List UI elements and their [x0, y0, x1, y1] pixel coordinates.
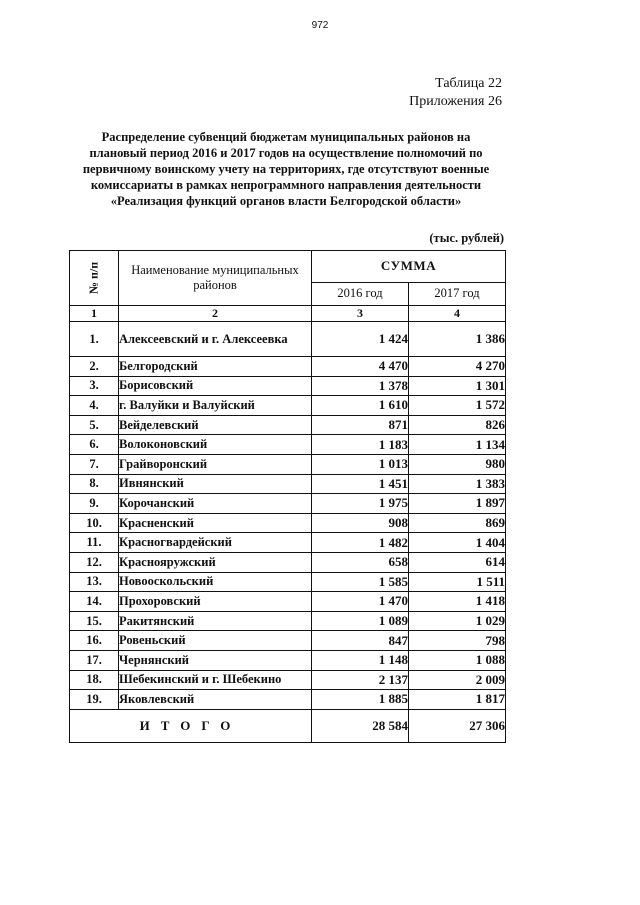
district-name: Яковлевский [119, 690, 312, 710]
district-name: Шебекинский и г. Шебекино [119, 670, 312, 690]
amount-2017: 1 572 [409, 396, 506, 416]
row-number: 19. [70, 690, 119, 710]
amount-2017: 1 301 [409, 376, 506, 396]
table-row [70, 533, 506, 553]
amount-2017: 1 088 [409, 650, 506, 670]
district-name: Ровеньский [119, 631, 312, 651]
amount-2016: 908 [312, 513, 409, 533]
units-label: (тыс. рублей) [429, 231, 504, 245]
table-reference [409, 75, 502, 111]
table-row [70, 322, 506, 357]
row-number: 9. [70, 494, 119, 514]
district-name: Белгородский [119, 357, 312, 377]
amount-2016: 1 424 [312, 322, 409, 357]
amount-2016: 871 [312, 415, 409, 435]
amount-2016: 4 470 [312, 357, 409, 377]
row-number: 10. [70, 513, 119, 533]
district-name: г. Валуйки и Валуйский [119, 396, 312, 416]
amount-2016: 1 482 [312, 533, 409, 553]
header-year-2016: 2016 год [312, 282, 409, 305]
header-name-line1: Наименование муниципальных [131, 263, 299, 277]
amount-2017: 1 418 [409, 592, 506, 612]
amount-2016: 1 378 [312, 376, 409, 396]
amount-2017: 1 511 [409, 572, 506, 592]
row-number: 4. [70, 396, 119, 416]
row-number: 8. [70, 474, 119, 494]
total-label: ИТОГО [70, 709, 312, 742]
header-year-2017: 2017 год [409, 282, 506, 305]
amount-2017: 4 270 [409, 357, 506, 377]
table-row [70, 396, 506, 416]
row-number: 5. [70, 415, 119, 435]
table-row [70, 494, 506, 514]
amount-2017: 614 [409, 552, 506, 572]
amount-2017: 869 [409, 513, 506, 533]
header-number-label: № п/п [86, 261, 101, 295]
total-2016: 28 584 [312, 709, 409, 742]
table-row [70, 376, 506, 396]
table-row [70, 690, 506, 710]
header-sum: СУММА [312, 251, 506, 283]
table-row [70, 415, 506, 435]
amount-2016: 1 470 [312, 592, 409, 612]
row-number: 16. [70, 631, 119, 651]
total-2017: 27 306 [409, 709, 506, 742]
row-number: 12. [70, 552, 119, 572]
table-row [70, 435, 506, 455]
amount-2016: 1 451 [312, 474, 409, 494]
amount-2016: 847 [312, 631, 409, 651]
district-name: Корочанский [119, 494, 312, 514]
row-number: 7. [70, 454, 119, 474]
column-index: 2 [119, 306, 312, 322]
district-name: Волоконовский [119, 435, 312, 455]
title-line: плановый период 2016 и 2017 годов на осуществление полномочий по [89, 146, 483, 160]
table-row [70, 572, 506, 592]
district-name: Новооскольский [119, 572, 312, 592]
amount-2017: 826 [409, 415, 506, 435]
district-name: Грайворонский [119, 454, 312, 474]
page-number: 972 [311, 20, 329, 31]
column-index: 3 [312, 306, 409, 322]
row-number: 2. [70, 357, 119, 377]
district-name: Ивнянский [119, 474, 312, 494]
header-name [119, 251, 312, 306]
table-row [70, 631, 506, 651]
district-name: Красненский [119, 513, 312, 533]
district-name: Вейделевский [119, 415, 312, 435]
table-row [70, 592, 506, 612]
amount-2016: 1 148 [312, 650, 409, 670]
table-row [70, 611, 506, 631]
title-line: первичному воинскому учету на территориях, где отсутствуют военные [82, 162, 490, 176]
district-name: Борисовский [119, 376, 312, 396]
row-number: 6. [70, 435, 119, 455]
amount-2016: 1 975 [312, 494, 409, 514]
amount-2016: 1 885 [312, 690, 409, 710]
header-name-line2: районов [193, 278, 237, 292]
row-number: 13. [70, 572, 119, 592]
title-line: комиссариаты в рамках непрограммного направления деятельности [90, 178, 482, 192]
document-title [80, 129, 492, 209]
row-number: 17. [70, 650, 119, 670]
table-row [70, 670, 506, 690]
table-row [70, 454, 506, 474]
amount-2017: 1 029 [409, 611, 506, 631]
title-line: Распределение субвенций бюджетам муниципальных районов на [101, 130, 471, 144]
row-number: 18. [70, 670, 119, 690]
amount-2016: 1 013 [312, 454, 409, 474]
district-name: Алексеевский и г. Алексеевка [119, 322, 312, 357]
column-index: 1 [70, 306, 119, 322]
amount-2017: 980 [409, 454, 506, 474]
amount-2016: 1 183 [312, 435, 409, 455]
table-row [70, 513, 506, 533]
district-name: Красногвардейский [119, 533, 312, 553]
appendix-reference: Приложения 26 [409, 94, 502, 109]
district-name: Краснояружский [119, 552, 312, 572]
table-row [70, 552, 506, 572]
amount-2017: 1 897 [409, 494, 506, 514]
amount-2017: 1 383 [409, 474, 506, 494]
district-name: Ракитянский [119, 611, 312, 631]
row-number: 15. [70, 611, 119, 631]
row-number: 3. [70, 376, 119, 396]
table-row [70, 357, 506, 377]
table-reference-number: Таблица 22 [435, 76, 502, 91]
amount-2017: 1 817 [409, 690, 506, 710]
district-name: Чернянский [119, 650, 312, 670]
column-index-row [70, 306, 506, 322]
header-number [70, 251, 119, 306]
total-row [70, 709, 506, 742]
amount-2016: 1 585 [312, 572, 409, 592]
column-index: 4 [409, 306, 506, 322]
amount-2017: 1 134 [409, 435, 506, 455]
amount-2017: 798 [409, 631, 506, 651]
amount-2017: 1 386 [409, 322, 506, 357]
amount-2016: 2 137 [312, 670, 409, 690]
subsidy-table [69, 250, 506, 743]
amount-2017: 1 404 [409, 533, 506, 553]
amount-2016: 1 610 [312, 396, 409, 416]
row-number: 14. [70, 592, 119, 612]
district-name: Прохоровский [119, 592, 312, 612]
row-number: 11. [70, 533, 119, 553]
row-number: 1. [70, 322, 119, 357]
amount-2016: 1 089 [312, 611, 409, 631]
table-row [70, 474, 506, 494]
amount-2017: 2 009 [409, 670, 506, 690]
amount-2016: 658 [312, 552, 409, 572]
table-row [70, 650, 506, 670]
title-line: «Реализация функций органов власти Белгородской области» [110, 194, 462, 208]
